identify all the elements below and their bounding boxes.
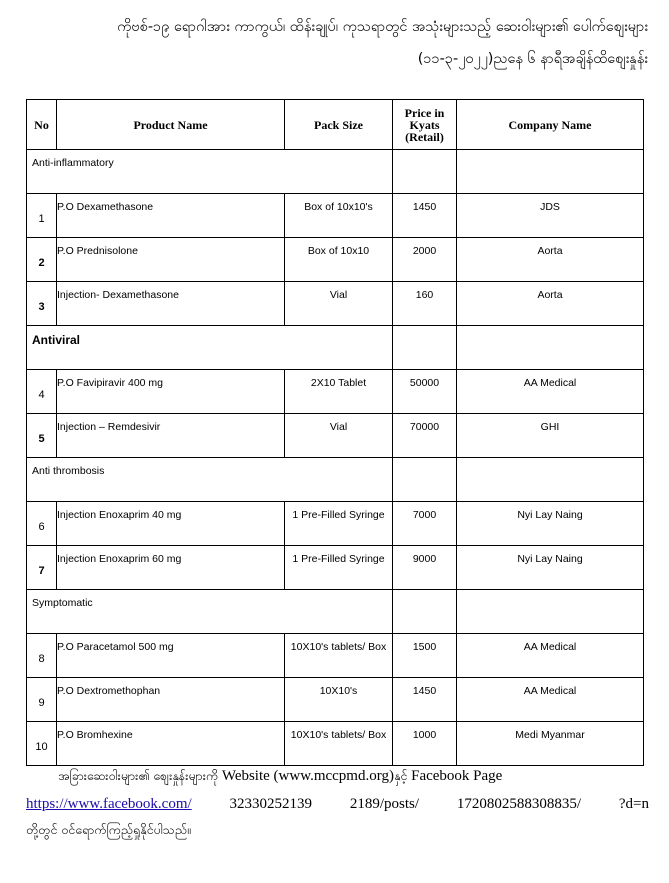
product-name: P.O Prednisolone [57, 245, 138, 257]
row-number: 9 [38, 697, 45, 709]
company-name-cell [457, 238, 644, 282]
table-row [27, 238, 644, 282]
row-number: 1 [38, 213, 45, 225]
category-label: Symptomatic [32, 597, 93, 609]
company-name-cell [457, 634, 644, 678]
pack-size-cell [285, 634, 393, 678]
category-row [27, 590, 644, 634]
price-retail: 2000 [412, 245, 437, 257]
product-name-cell [57, 194, 285, 238]
facebook-url-part-5: ?d=n [618, 796, 649, 812]
document-subtitle-date: (၁၁-၃-၂၀၂၂)ညနေ ၆ နာရီအချိန်ထိစျေးနှုန်း [417, 51, 648, 67]
facebook-link[interactable]: https://www.facebook.com/ [26, 796, 192, 812]
table-row [27, 282, 644, 326]
category-label: Anti-inflammatory [32, 157, 114, 169]
company-name: Aorta [537, 289, 563, 301]
product-name-cell [57, 722, 285, 766]
company-name-cell [457, 546, 644, 590]
price-table [26, 99, 644, 766]
price-retail: 160 [415, 289, 434, 301]
column-header-pack: Pack Size [285, 100, 393, 150]
price-retail-cell [393, 634, 457, 678]
price-retail: 70000 [409, 421, 440, 433]
category-label: Antiviral [32, 333, 81, 347]
product-name-cell [57, 502, 285, 546]
row-number-cell [27, 722, 57, 766]
product-name-cell [57, 282, 285, 326]
row-number: 8 [38, 653, 45, 665]
company-name-cell [457, 502, 644, 546]
company-name: AA Medical [523, 377, 577, 389]
row-number-cell [27, 414, 57, 458]
table-row [27, 502, 644, 546]
footer-line-2 [26, 796, 649, 813]
product-name: Injection- Dexamethasone [57, 289, 179, 301]
company-name: Medi Myanmar [515, 729, 585, 741]
document-title: ကိုဗစ်-၁၉ ရောဂါအား ကာကွယ်၊ ထိန်းချုပ်၊ ကုသရာတွင် အသုံးများသည့် ဆေးဝါးများ၏ ပေါက်စျေးများ [117, 19, 648, 35]
pack-size: 10X10's tablets/ Box [290, 729, 387, 741]
footer-and: နှင့် [393, 768, 408, 783]
price-retail-cell [393, 546, 457, 590]
company-name: AA Medical [523, 685, 577, 697]
price-cell-empty [393, 590, 457, 634]
category-cell [27, 150, 393, 194]
pack-size: 1 Pre-Filled Syringe [292, 509, 385, 521]
row-number-cell [27, 634, 57, 678]
table-row [27, 722, 644, 766]
price-retail: 1450 [412, 201, 437, 213]
column-header-price: Price in Kyats (Retail) [393, 100, 457, 150]
company-cell-empty [457, 150, 644, 194]
pack-size-cell [285, 194, 393, 238]
pack-size-cell [285, 282, 393, 326]
company-name: JDS [540, 201, 560, 213]
price-cell-empty [393, 458, 457, 502]
facebook-url-part-4: 1720802588308835/ [456, 796, 582, 812]
price-cell-empty [393, 326, 457, 370]
price-retail-cell [393, 238, 457, 282]
pack-size: Box of 10x10 [307, 245, 370, 257]
product-name: P.O Paracetamol 500 mg [57, 641, 174, 653]
company-cell-empty [457, 326, 644, 370]
pack-size: 2X10 Tablet [310, 377, 367, 389]
price-retail: 50000 [409, 377, 440, 389]
table-row [27, 414, 644, 458]
row-number-cell [27, 370, 57, 414]
pack-size-cell [285, 370, 393, 414]
price-retail-cell [393, 414, 457, 458]
product-name-cell [57, 370, 285, 414]
row-number-cell [27, 678, 57, 722]
row-number-cell [27, 502, 57, 546]
price-retail: 1000 [412, 729, 437, 741]
row-number: 3 [38, 301, 45, 313]
table-row [27, 634, 644, 678]
row-number: 5 [38, 433, 45, 445]
price-retail-cell [393, 722, 457, 766]
pack-size: Vial [329, 421, 348, 433]
product-name: Injection Enoxaprim 60 mg [57, 553, 182, 565]
product-name: P.O Dexamethasone [57, 201, 154, 213]
table-row [27, 678, 644, 722]
price-retail-cell [393, 502, 457, 546]
product-name-cell [57, 414, 285, 458]
company-name-cell [457, 370, 644, 414]
product-name: P.O Dextromethophan [57, 685, 161, 697]
price-retail-cell [393, 370, 457, 414]
pack-size-cell [285, 414, 393, 458]
price-retail: 1450 [412, 685, 437, 697]
company-cell-empty [457, 590, 644, 634]
pack-size-cell [285, 722, 393, 766]
company-name-cell [457, 282, 644, 326]
column-header-no: No [27, 100, 57, 150]
row-number: 7 [38, 565, 45, 577]
footer-facebook-label: Facebook Page [411, 768, 503, 784]
company-name-cell [457, 414, 644, 458]
price-retail-cell [393, 194, 457, 238]
pack-size-cell [285, 546, 393, 590]
category-label: Anti thrombosis [32, 465, 105, 477]
company-name-cell [457, 194, 644, 238]
product-name-cell [57, 238, 285, 282]
pack-size: Box of 10x10's [304, 201, 373, 213]
category-cell [27, 326, 393, 370]
company-name: Nyi Lay Naing [517, 553, 583, 565]
row-number-cell [27, 282, 57, 326]
column-header-company: Company Name [457, 100, 644, 150]
company-cell-empty [457, 458, 644, 502]
product-name: P.O Bromhexine [57, 729, 133, 741]
company-name: Nyi Lay Naing [517, 509, 583, 521]
price-retail-cell [393, 282, 457, 326]
product-name-cell [57, 678, 285, 722]
price-retail: 9000 [412, 553, 437, 565]
column-header-product: Product Name [57, 100, 285, 150]
company-name: AA Medical [523, 641, 577, 653]
product-name: Injection – Remdesivir [57, 421, 161, 433]
row-number-cell [27, 238, 57, 282]
row-number: 6 [38, 521, 45, 533]
price-retail-cell [393, 678, 457, 722]
pack-size: 10X10's [319, 685, 358, 697]
row-number-cell [27, 194, 57, 238]
pack-size-cell [285, 238, 393, 282]
company-name: Aorta [537, 245, 563, 257]
row-number: 10 [35, 741, 48, 753]
facebook-url-part-2: 32330252139 [229, 796, 312, 812]
table-row [27, 194, 644, 238]
company-name-cell [457, 722, 644, 766]
table-row [27, 370, 644, 414]
category-cell [27, 590, 393, 634]
category-row [27, 458, 644, 502]
product-name: P.O Favipiravir 400 mg [57, 377, 164, 389]
row-number: 4 [38, 389, 45, 401]
product-name-cell [57, 634, 285, 678]
product-name-cell [57, 546, 285, 590]
category-row [27, 326, 644, 370]
company-name: GHI [540, 421, 560, 433]
pack-size-cell [285, 678, 393, 722]
footer-prefix: အခြားဆေးဝါးများ၏ စျေးနှုန်းများကို [58, 768, 219, 783]
price-cell-empty [393, 150, 457, 194]
table-header-row [27, 100, 644, 150]
company-name-cell [457, 678, 644, 722]
facebook-url-part-3: 2189/posts/ [349, 796, 420, 812]
category-row [27, 150, 644, 194]
price-retail: 1500 [412, 641, 437, 653]
footer-line-3: တို့တွင် ဝင်ရောက်ကြည့်ရှုနိုင်ပါသည်။ [26, 822, 191, 837]
footer-line-1 [58, 768, 648, 787]
product-name: Injection Enoxaprim 40 mg [57, 509, 182, 521]
footer-website: Website (www.mccpmd.org) [221, 768, 394, 784]
pack-size: 10X10's tablets/ Box [290, 641, 387, 653]
row-number-cell [27, 546, 57, 590]
pack-size-cell [285, 502, 393, 546]
row-number: 2 [38, 257, 45, 269]
category-cell [27, 458, 393, 502]
pack-size: Vial [329, 289, 348, 301]
price-retail: 7000 [412, 509, 437, 521]
table-body [27, 150, 644, 766]
pack-size: 1 Pre-Filled Syringe [292, 553, 385, 565]
table-row [27, 546, 644, 590]
